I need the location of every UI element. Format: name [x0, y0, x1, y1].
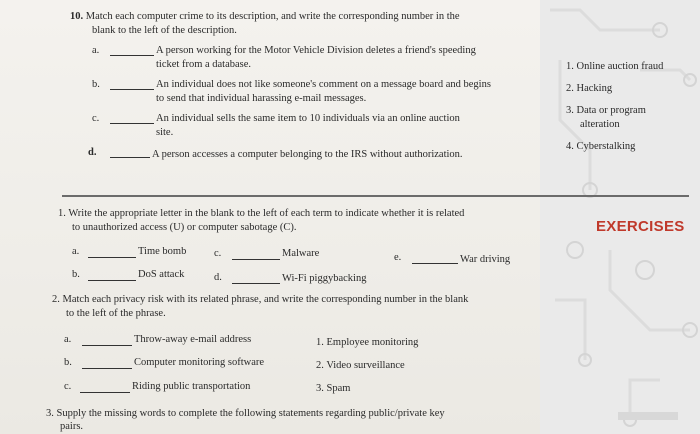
ex2-item-a: Throw-away e-mail address [134, 334, 252, 345]
ex2-option-3: 3. Spam [316, 383, 351, 394]
exercise-1-prompt [58, 207, 464, 220]
ex1-term-a: Time bomb [138, 246, 187, 257]
exercise-1-prompt-cont: to unauthorized access (U) or computer sabotage (C). [72, 222, 297, 233]
exercise-3-prompt [46, 407, 445, 420]
q10-option-1: 1. Online auction fraud [566, 61, 664, 72]
exercise-3-prompt-cont: pairs. [60, 421, 84, 432]
answer-blank-a[interactable] [110, 46, 154, 56]
question-number: 10. [70, 11, 84, 22]
q10-option-3-cont: alteration [580, 119, 620, 130]
q10-option-3: 3. Data or program [566, 105, 646, 116]
q10-option-4: 4. Cyberstalking [566, 141, 636, 152]
item-letter: c. [92, 113, 100, 124]
q10-item-b [92, 78, 100, 91]
question-10-prompt [70, 10, 460, 23]
answer-blank-d[interactable] [110, 148, 150, 158]
answer-blank-ex1-a[interactable] [88, 248, 136, 258]
answer-blank-c[interactable] [110, 114, 154, 124]
q10-item-c-text: An individual sells the same item to 10 individuals via an online auction [156, 113, 460, 124]
q10-item-a-text-cont: ticket from a database. [156, 59, 252, 70]
item-letter: d. [88, 147, 97, 158]
ex1-term-b-letter: b. [72, 269, 80, 280]
question-10-prompt-cont: blank to the left of the description. [92, 25, 237, 36]
ex1-term-e-letter: e. [394, 252, 402, 263]
answer-blank-ex2-c[interactable] [80, 383, 130, 393]
ex1-term-c-letter: c. [214, 248, 222, 259]
q10-item-d-text: A person accesses a computer belonging to the IRS without authorization. [152, 149, 463, 160]
prompt-line: Supply the missing words to complete the following statements regarding public/private key [56, 408, 445, 419]
ex1-term-a-letter: a. [72, 246, 80, 257]
ex2-item-b: Computer monitoring software [134, 357, 265, 368]
ex2-item-c-letter: c. [64, 381, 72, 392]
item-letter: a. [92, 45, 100, 56]
q10-item-a-text: A person working for the Motor Vehicle Division deletes a friend's speeding [156, 45, 476, 56]
ex1-term-c: Malware [282, 248, 320, 259]
prompt-line: Write the appropriate letter in the blank to the left of each term to indicate whether it is related [68, 208, 465, 219]
exercise-2-prompt-cont: to the left of the phrase. [66, 308, 166, 319]
q10-item-c-text-cont: site. [156, 127, 174, 138]
ex1-term-b: DoS attack [138, 269, 185, 280]
answer-blank-ex2-a[interactable] [82, 336, 132, 346]
ex1-term-d: Wi-Fi piggybacking [282, 273, 367, 284]
exercise-number: 1. [58, 208, 66, 219]
answer-blank-ex1-d[interactable] [232, 274, 280, 284]
item-letter: b. [92, 79, 100, 90]
ex2-item-c: Riding public transportation [132, 381, 251, 392]
exercise-2-prompt [52, 293, 468, 306]
q10-item-c [92, 112, 99, 125]
section-heading: EXERCISES [596, 218, 685, 235]
answer-blank-ex2-b[interactable] [82, 359, 132, 369]
exercise-number: 2. [52, 294, 60, 305]
q10-item-b-text-cont: to send that individual harassing e-mail messages. [156, 93, 367, 104]
answer-blank-ex1-e[interactable] [412, 254, 458, 264]
ex2-option-2: 2. Video surveillance [316, 360, 405, 371]
answer-blank-ex1-b[interactable] [88, 271, 136, 281]
ex2-item-b-letter: b. [64, 357, 72, 368]
q10-item-b-text: An individual does not like someone's comment on a message board and begins [156, 79, 491, 90]
ex1-term-d-letter: d. [214, 272, 222, 283]
prompt-line: Match each computer crime to its description, and write the corresponding number in the [85, 11, 460, 22]
prompt-line: Match each privacy risk with its related phrase, and write the corresponding number in the blank [62, 294, 469, 305]
q10-option-2: 2. Hacking [566, 83, 613, 94]
ex1-term-e: War driving [460, 254, 511, 265]
exercise-number: 3. [46, 408, 54, 419]
answer-blank-ex1-c[interactable] [232, 250, 280, 260]
ex2-option-1: 1. Employee monitoring [316, 337, 419, 348]
section-divider [62, 195, 689, 197]
ex2-item-a-letter: a. [64, 334, 72, 345]
answer-blank-b[interactable] [110, 80, 154, 90]
q10-item-d [88, 146, 96, 159]
q10-item-a [92, 44, 99, 57]
